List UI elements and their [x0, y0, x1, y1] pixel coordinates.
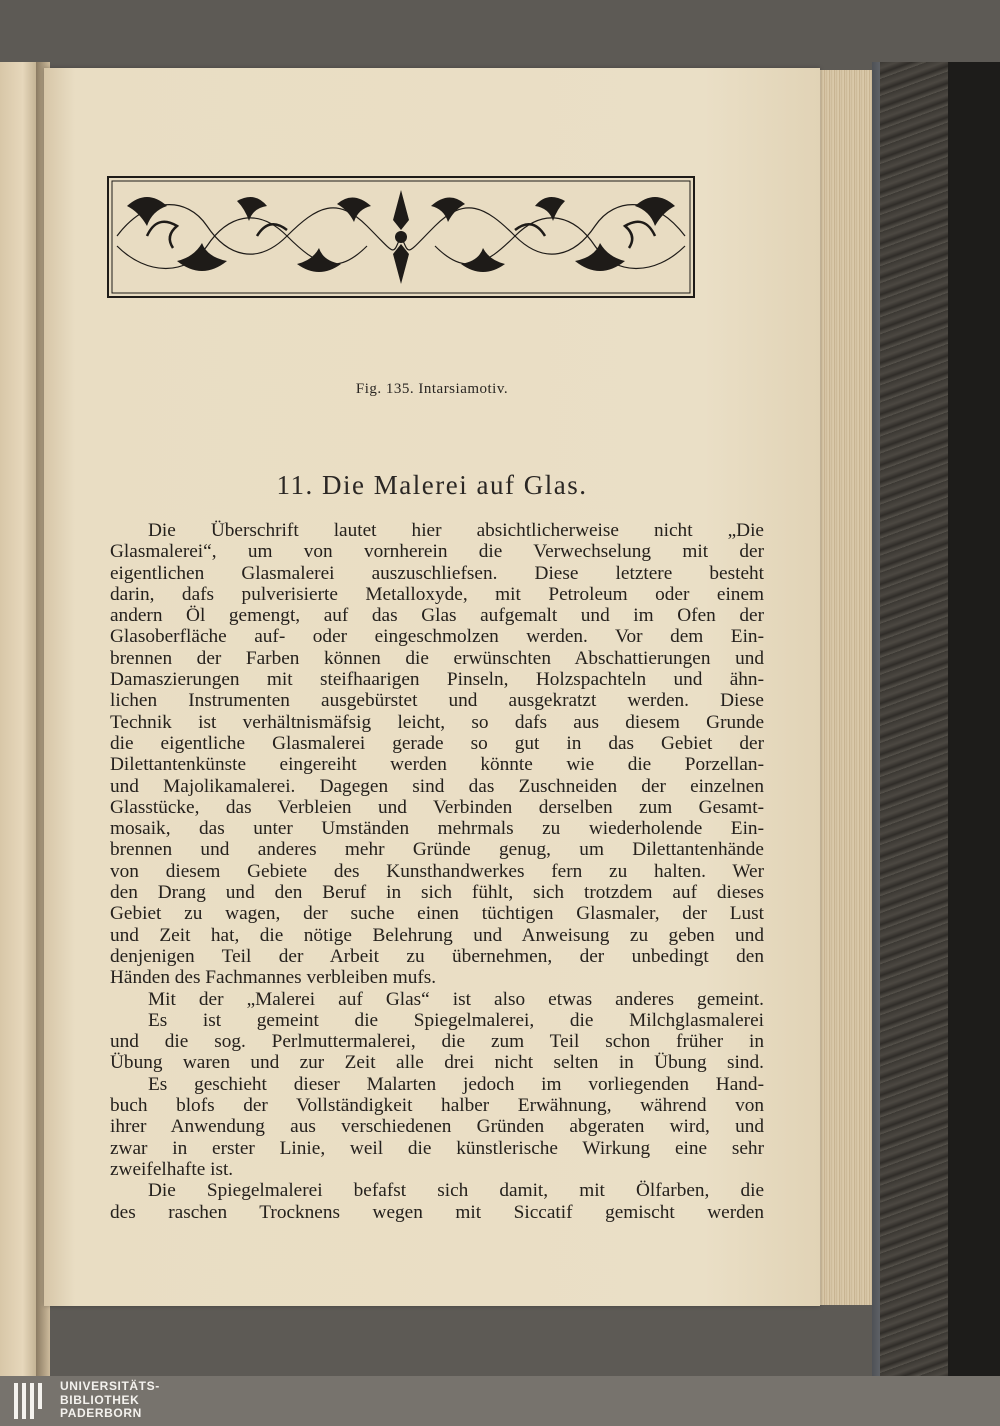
text-line: eigentlichen Glasmalerei auszuschliefsen. Diese letztere besteht	[110, 562, 764, 584]
chapter-heading: 11. Die Malerei auf Glas.	[276, 470, 588, 500]
text-line: den Drang und den Beruf in sich fühlt, sich trotzdem auf dieses	[110, 882, 764, 904]
text-line: andern Öl gemengt, auf das Glas aufgemalt und im Ofen der	[110, 605, 764, 627]
text-line: die eigentliche Glasmalerei gerade so gut in das Gebiet der	[110, 732, 764, 754]
text-line: lichen Instrumenten ausgebürstet und ausgekratzt werden. Diese	[110, 690, 764, 712]
text-line: brennen der Farben können die erwünschten Abschattierungen und	[110, 647, 764, 669]
text-line: ihrer Anwendung aus verschiedenen Gründen abgeraten wird, und	[110, 1116, 764, 1138]
text-line: Damaszierungen mit steifhaarigen Pinseln, Holzspachteln und ähn-	[110, 669, 764, 691]
text-line: Mit der „Malerei auf Glas“ ist also etwas anderes gemeint.	[148, 988, 764, 1010]
text-line: Es geschieht dieser Malarten jedoch im vorliegenden Hand-	[148, 1073, 764, 1095]
text-line: und die sog. Perlmuttermalerei, die zum Teil schon früher in	[110, 1031, 764, 1053]
text-line: Die Spiegelmalerei befafst sich damit, mit Ölfarben, die	[148, 1180, 764, 1202]
text-line: Glasstücke, das Verbleien und Verbinden derselben zum Gesamt-	[110, 796, 764, 818]
library-name-line1: UNIVERSITÄTS-	[60, 1379, 160, 1393]
library-name-line3: PADERBORN	[60, 1406, 142, 1420]
background-strip	[948, 62, 1000, 1382]
text-line: Glasoberfläche auf- oder eingeschmolzen werden. Vor dem Ein-	[110, 626, 764, 648]
library-name	[60, 1380, 160, 1421]
library-name-line2: BIBLIOTHEK	[60, 1392, 140, 1407]
text-line: und Majolikamalerei. Dagegen sind das Zuschneiden der einzelnen	[110, 775, 764, 797]
text-line: Technik ist verhältnismäfsig leicht, so dafs aus diesem Grunde	[110, 711, 764, 733]
text-line: Dilettantenkünste eingereiht werden könnte wie die Porzellan-	[110, 754, 764, 776]
text-line: des raschen Trocknens wegen mit Siccatif gemischt werden	[110, 1201, 764, 1223]
library-logo-icon	[14, 1381, 44, 1421]
text-line: und Zeit hat, die nötige Belehrung und Anweisung zu geben und	[110, 924, 764, 946]
body-text	[110, 520, 764, 1223]
text-line: Es ist gemeint die Spiegelmalerei, die Milchglasmalerei	[148, 1009, 764, 1031]
text-line: Händen des Fachmannes verbleiben mufs.	[110, 967, 437, 989]
book-cover-marbled	[880, 62, 948, 1382]
text-line: Glasmalerei“, um von vornherein die Verwechselung mit der	[110, 541, 764, 563]
text-line: mosaik, das unter Umständen mehrmals zu wiederholende Ein-	[110, 818, 764, 840]
text-line: zweifelhafte ist.	[110, 1158, 234, 1180]
text-line: brennen und anderes mehr Gründe genug, um Dilettantenhände	[110, 839, 764, 861]
text-line: Gebiet zu wagen, der suche einen tüchtigen Glasmaler, der Lust	[110, 903, 764, 925]
figure-caption: Fig. 135. Intarsiamotiv.	[355, 381, 509, 397]
text-line: von diesem Gebiete des Kunsthandwerkes fern zu halten. Wer	[110, 860, 764, 882]
text-line: Die Überschrift lautet hier absichtlicherweise nicht „Die	[148, 520, 764, 541]
left-page-edge	[0, 62, 38, 1382]
text-line: Übung waren und zur Zeit alle drei nicht selten in Übung sind.	[110, 1052, 764, 1074]
text-line: buch blofs der Vollständigkeit halber Erwähnung, während von	[110, 1095, 764, 1117]
text-line: zwar in erster Linie, weil die künstlerische Wirkung eine sehr	[110, 1137, 764, 1159]
intarsia-ornament-icon	[107, 176, 695, 298]
text-line: denjenigen Teil der Arbeit zu übernehmen, der unbedingt den	[110, 945, 764, 967]
text-line: darin, dafs pulverisierte Metalloxyde, mit Petroleum oder einem	[110, 583, 764, 605]
